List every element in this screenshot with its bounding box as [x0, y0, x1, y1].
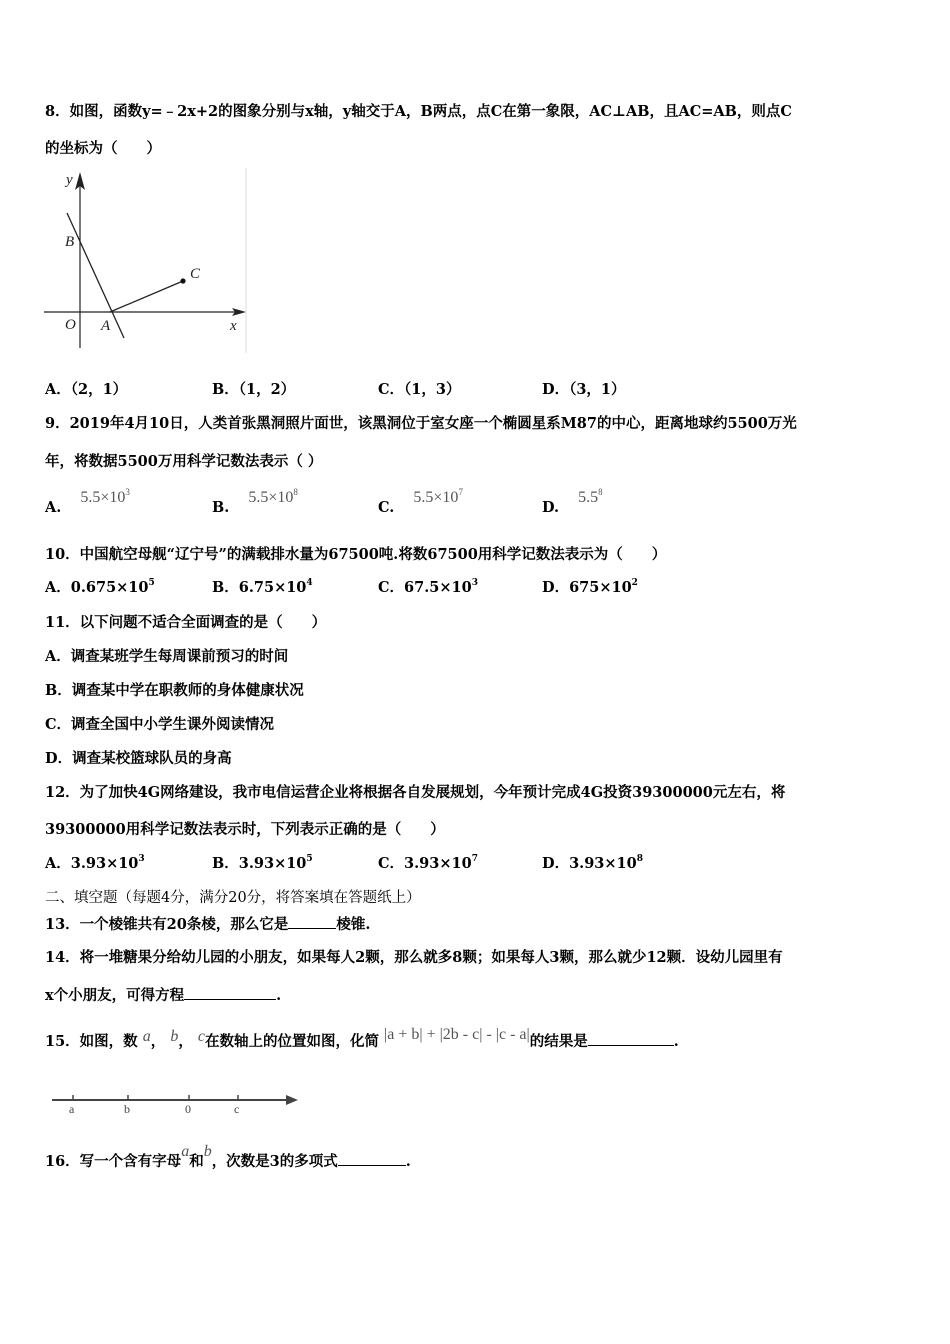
label-a: A: [101, 318, 111, 334]
q9-option-a: [45, 487, 130, 518]
q12-option-a: A．$3.93\times 10^3$: [45, 854, 145, 872]
q8-option-c: C．（1，3）: [378, 381, 461, 398]
q10-option-a: A．$0.675\times 10^5$: [45, 578, 155, 596]
q8-option-a: A．（2，1）: [45, 381, 128, 398]
q10-option-c: C．$67.5\times 10^3$: [378, 578, 478, 596]
x-axis-label: x: [230, 318, 237, 334]
q15-answer-blank[interactable]: [588, 1031, 674, 1046]
y-axis-label: y: [66, 172, 73, 188]
label-c: C: [190, 266, 201, 282]
q15-var-c: c: [197, 1028, 205, 1045]
q15-end: .: [673, 1033, 679, 1050]
number-line-arrow: [286, 1095, 298, 1105]
number-line-label-a: a: [69, 1102, 75, 1116]
q14-text-after: .: [276, 987, 282, 1004]
section-heading: 二、填空题（每题4分，满分20分，将答案填在答题纸上）: [45, 890, 421, 906]
q8-figure: [40, 168, 255, 353]
q16-var-a: a: [181, 1143, 190, 1160]
q9-option-b-math: $5.5\times 10^8$: [248, 487, 298, 506]
q16-prefix: 16．写一个含有字母: [45, 1153, 182, 1170]
label-b: B: [65, 234, 75, 250]
q9-option-b-letter: B.: [212, 499, 230, 516]
q15-sep1: ，: [150, 1033, 166, 1050]
q9-option-a-letter: A.: [45, 499, 62, 516]
q15-prefix: 15．如图，数: [45, 1033, 138, 1050]
q10-stem: 10．中国航空母舰“辽宁号”的满载排水量为67500吨.将数67500用科学记数法表示为（ ）: [45, 546, 667, 563]
q12-option-d: D．$3.93\times 10^8$: [542, 854, 643, 872]
q14-stem-line2: [45, 985, 281, 1006]
q8-option-d: D．（3，1）: [542, 381, 626, 398]
q12-stem-line2: 39300000用科学记数法表示时，下列表示正确的是（ ）: [45, 821, 445, 838]
q9-option-d-letter: D.: [542, 499, 560, 516]
q9-option-c: [378, 487, 463, 518]
q16-answer-blank[interactable]: [338, 1151, 406, 1166]
q13-text-after: 棱锥.: [336, 916, 371, 933]
q16-suffix: ，次数是3的多项式: [211, 1153, 338, 1170]
q9-stem-line1: 9．2019年4月10日，人类首张黑洞照片面世，该黑洞位于室女座一个椭圆星系M87的中心，距离地球约5500万光: [45, 415, 797, 432]
q14-answer-blank[interactable]: [184, 985, 276, 1000]
number-line-label-c: c: [234, 1102, 240, 1116]
q15-number-line: [50, 1090, 302, 1116]
point-c: [180, 278, 185, 283]
q9-option-d: [542, 487, 603, 518]
q16-end: .: [405, 1153, 411, 1170]
q16-var-b: b: [203, 1143, 212, 1160]
number-line-label-b: b: [124, 1102, 130, 1116]
q15-suffix: 的结果是: [529, 1033, 588, 1050]
q15-sep2: ，: [178, 1033, 193, 1050]
q8-stem-line1: 8．如图，函数y=﹣2x+2的图象分别与x轴，y轴交于A，B两点，点C在第一象限，AC⊥AB，且AC=AB，则点C: [45, 103, 792, 120]
q10-option-b: B．$6.75\times 10^4$: [212, 578, 313, 596]
q12-stem-line1: 12．为了加快4G网络建设，我市电信运营企业将根据各自发展规划，今年预计完成4G投资39300000元左右，将: [45, 784, 786, 801]
q9-option-c-math: $5.5\times 10^7$: [413, 487, 463, 506]
q11-option-c: C．调查全国中小学生课外阅读情况: [45, 716, 275, 733]
q10-option-d: D．$675\times 10^2$: [542, 578, 638, 596]
q11-option-a: A．调查某班学生每周课前预习的时间: [45, 648, 289, 665]
q14-stem-line1: 14．将一堆糖果分给幼儿园的小朋友，如果每人2颗，那么就多8颗；如果每人3颗，那么就少12颗．设幼儿园里有: [45, 949, 783, 966]
q13-text-before: 13．一个棱锥共有20条棱，那么它是: [45, 916, 289, 933]
q15-expression: |a + b| + |2b - c| - |c - a|: [384, 1026, 530, 1043]
q8-stem-line2: 的坐标为（ ）: [45, 140, 161, 157]
q16-and: 和: [189, 1153, 204, 1170]
q12-option-c: C．$3.93\times 10^7$: [378, 854, 478, 872]
q15-var-b: b: [170, 1028, 179, 1045]
q16-stem: [45, 1143, 411, 1172]
q8-option-b: B．（1，2）: [212, 381, 296, 398]
q9-option-b: [212, 487, 298, 518]
q11-stem: 11．以下问题不适合全面调查的是（ ）: [45, 614, 327, 631]
q13: [45, 914, 370, 935]
q11-option-d: D．调查某校篮球队员的身高: [45, 750, 232, 767]
q12-option-b: B．$3.93\times 10^5$: [212, 854, 313, 872]
q15-mid: 在数轴上的位置如图，化简: [204, 1033, 379, 1050]
q9-option-d-math: $5.5^8$: [578, 487, 603, 506]
label-o: O: [65, 317, 76, 333]
q11-option-b: B．调查某中学在职教师的身体健康状况: [45, 682, 304, 699]
q9-option-a-math: $5.5\times 10^3$: [80, 487, 130, 506]
q15-stem: [45, 1026, 679, 1052]
q15-var-a: a: [142, 1028, 151, 1045]
q9-stem-line2: 年，将数据5500万用科学记数法表示（ ）: [45, 453, 323, 470]
q13-answer-blank[interactable]: [288, 914, 336, 929]
number-line-label-0: 0: [185, 1102, 191, 1116]
q9-option-c-letter: C.: [378, 499, 395, 516]
q14-text-before: x个小朋友，可得方程: [45, 987, 185, 1004]
